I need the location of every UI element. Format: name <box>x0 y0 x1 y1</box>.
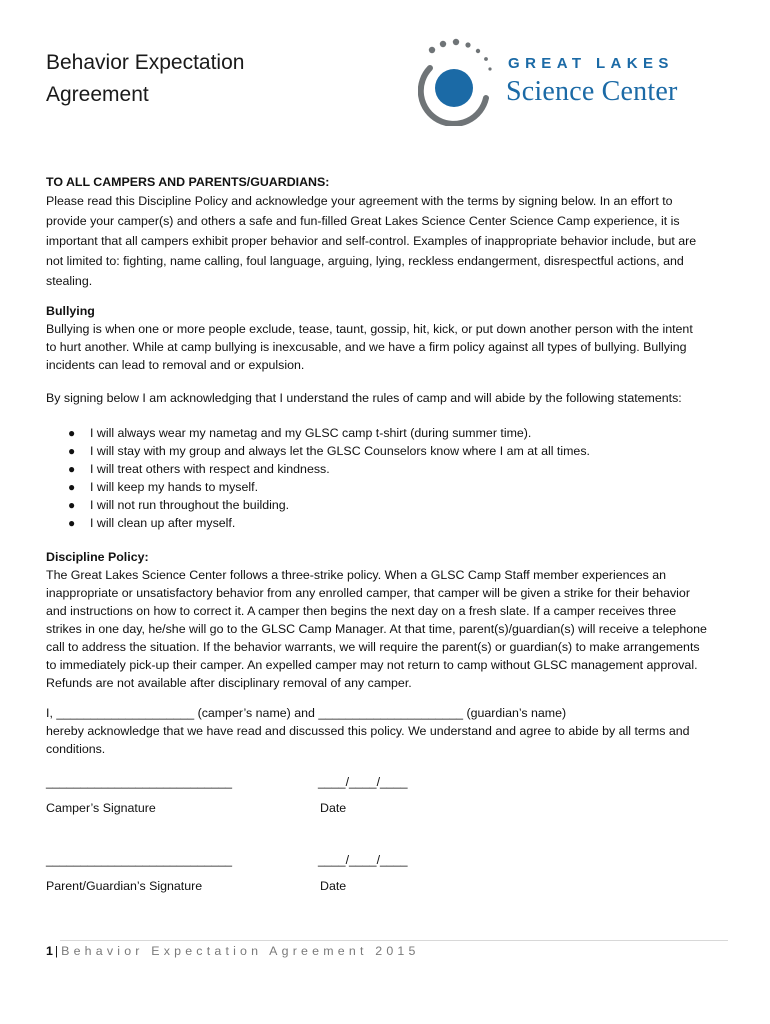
discipline-heading: Discipline Policy: <box>46 550 149 564</box>
bullying-heading: Bullying <box>46 304 95 318</box>
discipline-line: and instructions on how to correct it. A camper then begins the next day on a fresh slate. If a camper receives three <box>46 604 677 618</box>
parent-date-field[interactable]: ____/____/____ <box>318 853 408 867</box>
list-item: ● I will stay with my group and always let the GLSC Counselors know where I am at all times. <box>68 444 590 458</box>
agreement-line: conditions. <box>46 742 106 756</box>
discipline-line: The Great Lakes Science Center follows a three-strike policy. When a GLSC Camp Staff member experiences an <box>46 568 667 582</box>
discipline-line: Refunds are not available after disciplinary removal of any camper. <box>46 676 412 690</box>
logo-text-science-center: Science Center <box>506 76 678 107</box>
bullying-line: Bullying is when one or more people exclude, tease, taunt, gossip, hit, kick, or put down another person with the intent <box>46 322 693 336</box>
acknowledge-statement: By signing below I am acknowledging that I understand the rules of camp and will abide by the following statements: <box>46 391 682 405</box>
camper-date-field[interactable]: ____/____/____ <box>318 775 408 789</box>
camper-date-label: Date <box>320 801 347 815</box>
footer-divider <box>60 940 728 941</box>
discipline-section <box>46 548 732 692</box>
bullying-line: to hurt another. While at camp bullying is inexcusable, and we have a firm policy against all types of bullying. Bullying <box>46 340 687 354</box>
intro-line: Please read this Discipline Policy and acknowledge your agreement with the terms by signing below. In an effort to <box>46 194 673 208</box>
bullet-icon: ● <box>68 444 76 458</box>
intro-line: not limited to: fighting, name calling, foul language, arguing, lying, reckless endangerment, disrespectful actions, and <box>46 254 684 268</box>
intro-line: provide your camper(s) and others a safe and fun-filled Great Lakes Science Center Science Camp experience, it is <box>46 214 680 228</box>
bullet-icon: ● <box>68 426 76 440</box>
list-item: ● I will not run throughout the building. <box>68 498 290 512</box>
title-line-2: Agreement <box>46 83 149 106</box>
page-footer <box>46 942 420 960</box>
agreement-line: hereby acknowledge that we have read and discussed this policy. We understand and agree to abide by all terms and <box>46 724 690 738</box>
agreement-section <box>46 704 732 758</box>
discipline-line: strikes in one day, he/she will go to the GLSC Camp Manager. At that time, parent(s)/guardian(s) will receive a telephone <box>46 622 707 636</box>
bullying-section <box>46 302 732 374</box>
intro-line: stealing. <box>46 274 93 288</box>
page-title <box>46 47 244 111</box>
page-number: 1 <box>46 944 53 958</box>
parent-signature-field[interactable]: ___________________________ <box>46 853 233 867</box>
bullet-icon: ● <box>68 462 76 476</box>
glsc-logo <box>418 36 718 126</box>
footer-text: Behavior Expectation Agreement 2015 <box>61 944 420 958</box>
discipline-line: to immediately pick-up their camper. An expelled camper may not return to camp without GLSC management approval. <box>46 658 698 672</box>
camper-signature-field[interactable]: ___________________________ <box>46 775 233 789</box>
intro-line: important that all campers exhibit proper behavior and self-control. Examples of inappropriate behavior include, but are <box>46 234 697 248</box>
parent-signature-label: Parent/Guardian’s Signature <box>46 879 203 893</box>
bullet-icon: ● <box>68 480 76 494</box>
intro-section <box>46 173 732 291</box>
list-item: ● I will keep my hands to myself. <box>68 480 259 494</box>
intro-heading: TO ALL CAMPERS AND PARENTS/GUARDIANS: <box>46 175 330 189</box>
title-line-1: Behavior Expectation <box>46 51 245 74</box>
footer-separator: | <box>54 944 59 958</box>
logo-planet-icon <box>418 36 508 126</box>
camper-signature-label: Camper’s Signature <box>46 801 156 815</box>
logo-text-great-lakes: GREAT LAKES <box>508 55 674 72</box>
rules-list <box>46 424 732 532</box>
list-item: ● I will clean up after myself. <box>68 516 236 530</box>
bullet-icon: ● <box>68 516 76 530</box>
discipline-line: call to address the situation. If the behavior warrants, we will require the parent(s) or guardian(s) to make arrangements <box>46 640 700 654</box>
list-item: ● I will always wear my nametag and my GLSC camp t-shirt (during summer time). <box>68 426 532 440</box>
discipline-line: inappropriate or unsatisfactory behavior from any enrolled camper, that camper will be given a strike for their behavior <box>46 586 690 600</box>
agreement-names-line[interactable]: I, ____________________ (camper’s name) and _____________________ (guardian’s name) <box>46 706 567 720</box>
list-item: ● I will treat others with respect and kindness. <box>68 462 330 476</box>
bullet-icon: ● <box>68 498 76 512</box>
bullying-line: incidents can lead to removal and or expulsion. <box>46 358 305 372</box>
parent-date-label: Date <box>320 879 347 893</box>
